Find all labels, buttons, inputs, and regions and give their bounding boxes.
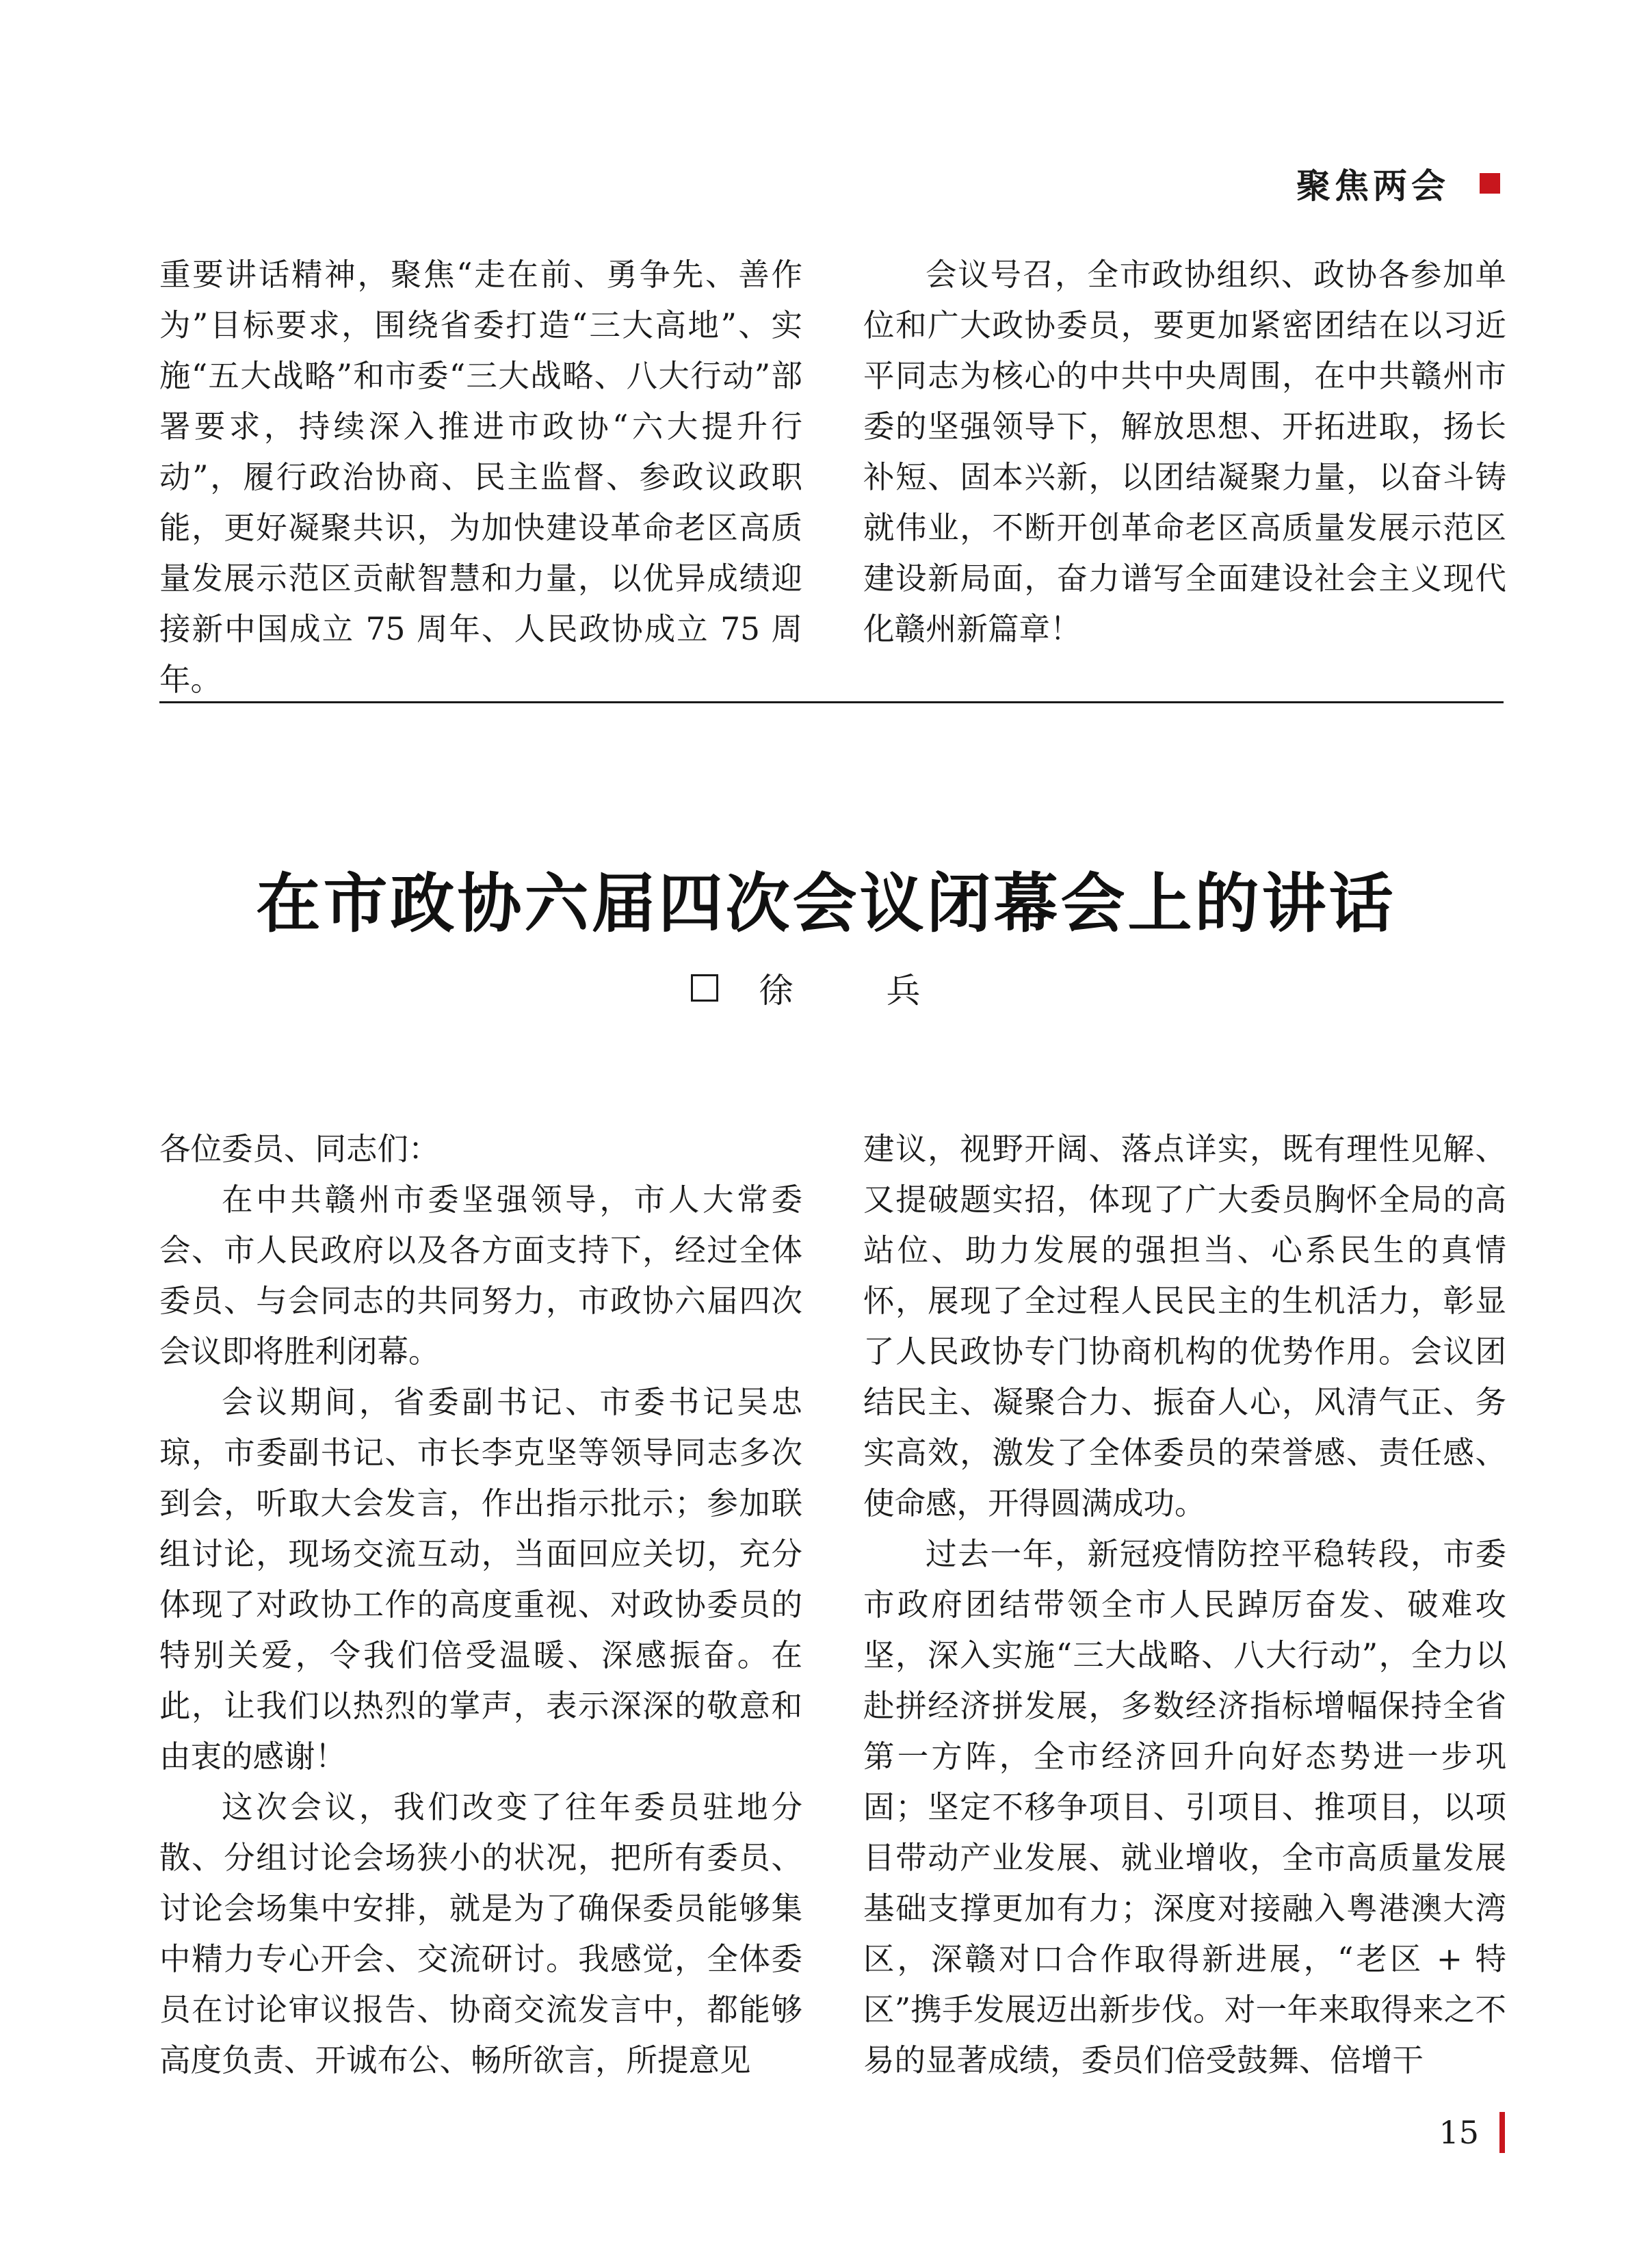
page-footer (1439, 2112, 1505, 2153)
article-left-column (159, 1124, 802, 2086)
salutation: 各位委员、同志们： (159, 1131, 440, 1167)
prev-article-left-column (159, 250, 802, 705)
article-paragraph: 在中共赣州市委坚强领导，市人大常委会、市人民政府以及各方面支持下，经过全体委员、与会同志的共同努力，市政协六届四次会议即将胜利闭幕。 (159, 1182, 802, 1370)
prev-article-right-column (863, 250, 1506, 655)
section-label: 聚焦两会 (1296, 166, 1450, 206)
article-right-column (863, 1124, 1506, 2086)
prev-article-paragraph: 会议号召，全市政协组织、政协各参加单位和广大政协委员，要更加紧密团结在以习近平同志为核心的中共中央周围，在中共赣州市委的坚强领导下，解放思想、开拓进取，扬长补短、固本兴新，以团结凝聚力量，以奋斗铸就伟业，不断开创革命老区高质量发展示范区建设新局面，奋力谱写全面建设社会主义现代化赣州新篇章！ (863, 257, 1506, 647)
article-paragraph: 这次会议，我们改变了往年委员驻地分散、分组讨论会场狭小的状况，把所有委员、讨论会场集中安排，就是为了确保委员能够集中精力专心开会、交流研讨。我感觉，全体委员在讨论审议报告、协商交流发言中，都能够高度负责、开诚布公、畅所欲言，所提意见 (159, 1789, 802, 2078)
page-number: 15 (1439, 2114, 1479, 2151)
article-paragraph: 过去一年，新冠疫情防控平稳转段，市委市政府团结带领全市人民踔厉奋发、破难攻坚，深入实施“三大战略、八大行动”，全力以赴拼经济拼发展，多数经济指标增幅保持全省第一方阵，全市经济回升向好态势进一步巩固；坚定不移争项目、引项目、推项目，以项目带动产业发展、就业增收，全市高质量发展基础支撑更加有力；深度对接融入粤港澳大湾区，深赣对口合作取得新进展，“老区 + 特区”携手发展迈出新步伐。对一年来取得来之不易的显著成绩，委员们倍受鼓舞、倍增干 (863, 1536, 1506, 2078)
article-paragraph: 建议，视野开阔、落点详实，既有理性见解、又提破题实招，体现了广大委员胸怀全局的高站位、助力发展的强担当、心系民生的真情怀，展现了全过程人民民主的生机活力，彰显了人民政协专门协商机构的优势作用。会议团结民主、凝聚合力、振奋人心，风清气正、务实高效，激发了全体委员的荣誉感、责任感、使命感，开得圆满成功。 (863, 1131, 1506, 1522)
article-paragraph: 会议期间，省委副书记、市委书记吴忠琼，市委副书记、市长李克坚等领导同志多次到会，听取大会发言，作出指示批示；参加联组讨论，现场交流互动，当面回应关切，充分体现了对政协工作的高度重视、对政协委员的特别关爱，令我们倍受温暖、深感振奋。在此，让我们以热烈的掌声，表示深深的敬意和由衷的感谢！ (159, 1384, 802, 1775)
section-marker-square (1480, 173, 1500, 194)
prev-article-paragraph: 重要讲话精神，聚焦“走在前、勇争先、善作为”目标要求，围绕省委打造“三大高地”、实施“五大战略”和市委“三大战略、八大行动”部署要求，持续深入推进市政协“六大提升行动”，履行政治协商、民主监督、参政议政职能，更好凝聚共识，为加快建设革命老区高质量发展示范区贡献智慧和力量，以优异成绩迎接新中国成立 75 周年、人民政协成立 75 周年。 (159, 257, 802, 698)
section-divider (159, 701, 1504, 703)
author-name: 徐 兵 (759, 971, 962, 1010)
author-box-icon (691, 974, 718, 1002)
section-header (1296, 159, 1500, 208)
page-marker-bar (1499, 2112, 1505, 2153)
article-title: 在市政协六届四次会议闭幕会上的讲话 (256, 867, 1396, 941)
byline (0, 963, 1652, 1013)
